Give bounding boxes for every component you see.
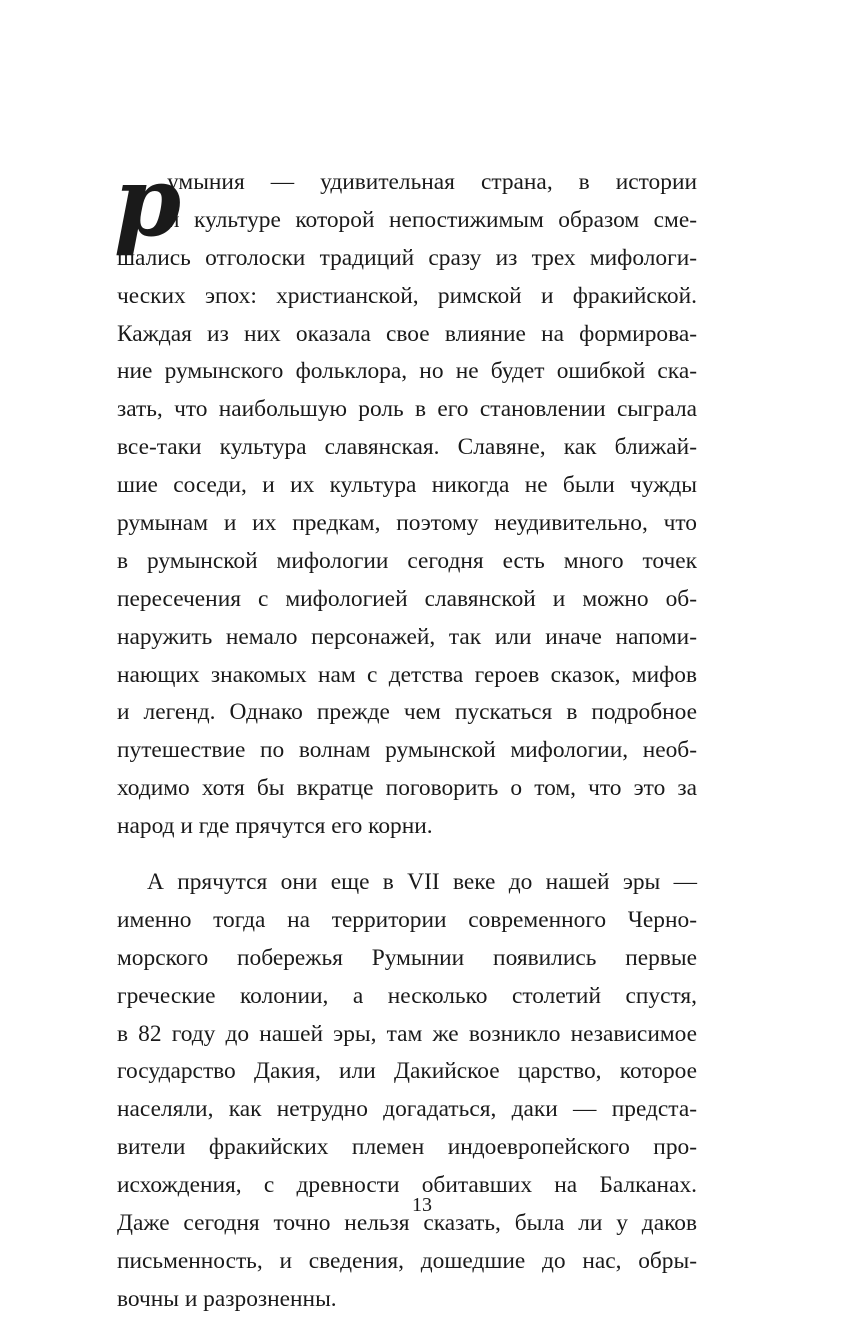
text-line: все-таки культура славянская. Славяне, как ближай- — [117, 434, 697, 461]
page-number: 13 — [412, 1194, 432, 1216]
text-line: зать, что наибольшую роль в его становлении сыграла — [117, 396, 697, 423]
text-line: наружить немало персонажей, так или иначе напоми- — [117, 623, 697, 650]
text-line: государство Дакия, или Дакийское царство, которое — [117, 1058, 697, 1085]
text-line: исхождения, с древности обитавших на Балканах. — [117, 1172, 697, 1199]
text-line: греческие колонии, а несколько столетий спустя, — [117, 982, 697, 1009]
text-line: в румынской мифологии сегодня есть много точек — [117, 547, 697, 574]
text-line: румынам и их предкам, поэтому неудивительно, что — [117, 510, 697, 537]
text-line: и легенд. Однако прежде чем пускаться в подробное — [117, 699, 697, 726]
text-line: нающих знакомых нам с детства героев сказок, мифов — [117, 661, 697, 688]
body-text — [114, 145, 697, 1319]
text-line: А прячутся они еще в VII веке до нашей эры — — [147, 869, 697, 896]
text-line: именно тогда на территории современного Черно- — [117, 906, 697, 933]
text-line: ческих эпох: христианской, римской и фракийской. — [117, 282, 697, 309]
text-line: шие соседи, и их культура никогда не были чужды — [117, 472, 697, 499]
text-line: пересечения с мифологией славянской и можно об- — [117, 585, 697, 612]
paragraph-2 — [117, 864, 697, 1319]
text-line: в 82 году до нашей эры, там же возникло независимое — [117, 1020, 697, 1047]
text-line: ние румынского фольклора, но не будет ошибкой ска- — [117, 358, 697, 385]
text-line: вители фракийских племен индоевропейского про- — [117, 1134, 697, 1161]
text-line: народ и где прячутся его корни. — [117, 813, 433, 840]
text-line: Даже сегодня точно нельзя сказать, была ли у даков — [117, 1210, 697, 1237]
text-line: и культуре которой непостижимым образом сме- — [167, 206, 697, 233]
text-line: шались отголоски традиций сразу из трех мифологи- — [117, 244, 697, 271]
text-line: путешествие по волнам румынской мифологии, необ- — [117, 737, 697, 764]
text-line: письменность, и сведения, дошедшие до нас, обры- — [117, 1247, 697, 1274]
text-line: населяли, как нетрудно догадаться, даки — предста- — [117, 1096, 697, 1123]
text-line: ходимо хотя бы вкратце поговорить о том, что это за — [117, 775, 697, 802]
text-line: умыния — удивительная страна, в истории — [167, 169, 697, 195]
drop-cap: р — [114, 145, 182, 258]
text-line: морского побережья Румынии появились первые — [117, 944, 697, 971]
text-line: Каждая из них оказала свое влияние на формирова- — [117, 320, 697, 347]
text-line: вочны и разрозненны. — [117, 1285, 337, 1312]
paragraph-1 — [114, 145, 697, 846]
